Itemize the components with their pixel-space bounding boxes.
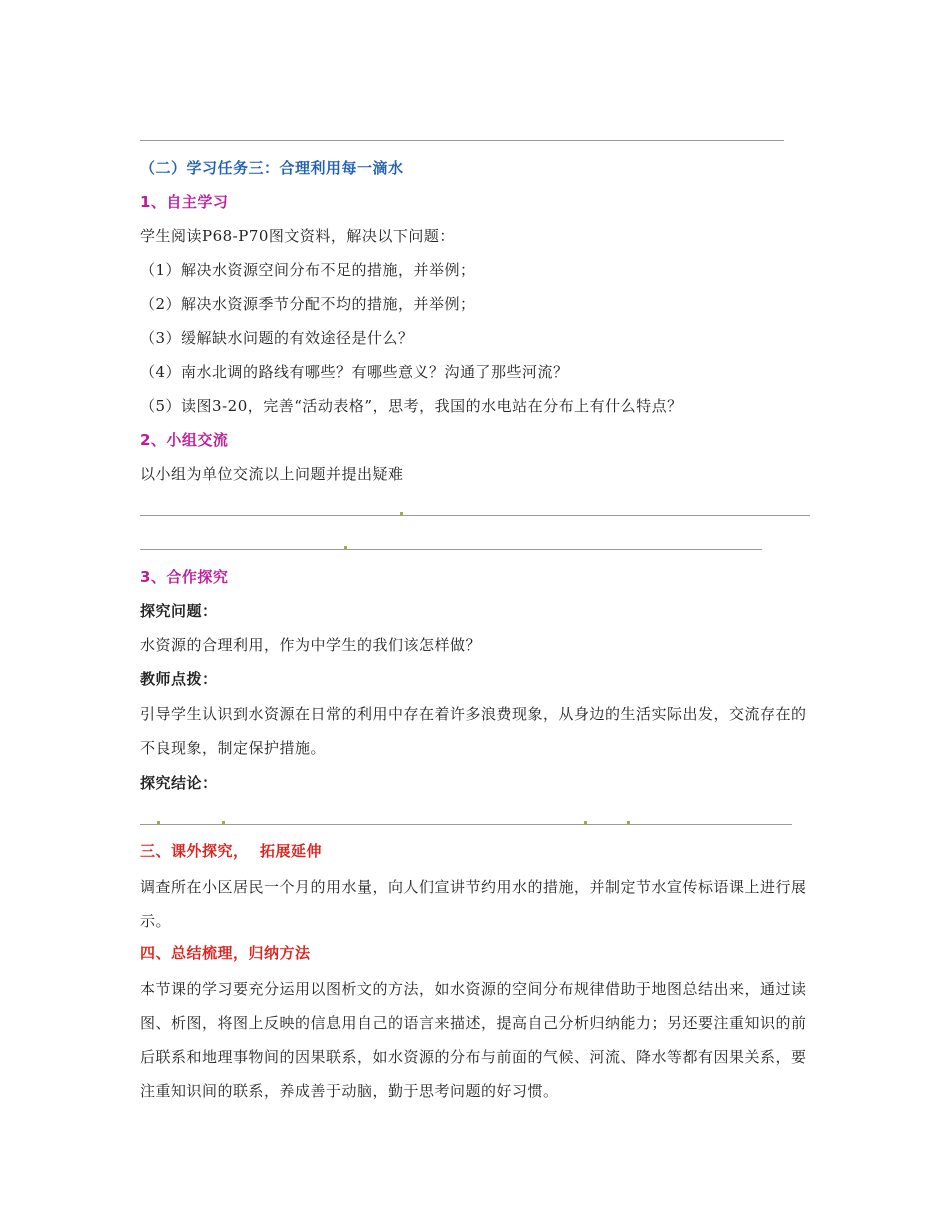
line-marker <box>344 546 347 549</box>
question-3: （3）缓解缺水问题的有效途径是什么？ <box>140 329 414 347</box>
answer-line-1 <box>140 515 810 516</box>
conclusion-line <box>140 824 792 825</box>
part1-heading: 1、自主学习 <box>140 193 229 211</box>
line-marker <box>584 821 587 824</box>
question-4: （4）南水北调的路线有哪些？有哪些意义？沟通了那些河流？ <box>140 363 569 381</box>
line-marker <box>400 512 403 515</box>
answer-line-2 <box>140 549 762 550</box>
question-label: 探究问题： <box>140 602 218 620</box>
question-2: （2）解决水资源季节分配不均的措施，并举例； <box>140 295 476 313</box>
part2-text: 以小组为单位交流以上问题并提出疑难 <box>140 465 404 483</box>
question-5: （5）读图3-20，完善“活动表格”，思考，我国的水电站在分布上有什么特点？ <box>140 397 683 415</box>
section4-heading: 四、总结梳理，归纳方法 <box>140 944 311 962</box>
section4-text: 本节课的学习要充分运用以图析文的方法，如水资源的空间分布规律借助于地图总结出来，通过读图、析图，将图上反映的信息用自己的语言来描述，提高自己分析归纳能力；另还要注重知识的前后联系和地理事物间的因果联系，如水资源的分布与前面的气候、河流、降水等都有因果关系，要注重知识间的联系，养成善于动脑，勤于思考问题的好习惯。 <box>140 980 807 1100</box>
question-text: 水资源的合理利用，作为中学生的我们该怎样做？ <box>140 636 482 654</box>
teacher-text: 引导学生认识到水资源在日常的利用中存在着许多浪费现象，从身边的生活实际出发，交流存在的不良现象，制定保护措施。 <box>140 705 807 757</box>
line-marker <box>627 821 630 824</box>
top-divider <box>140 140 784 141</box>
line-marker <box>157 821 160 824</box>
section3-text: 调查所在小区居民一个月的用水量，向人们宣讲节约用水的措施，并制定节水宣传标语课上进行展示。 <box>140 878 807 930</box>
part3-heading: 3、合作探究 <box>140 568 229 586</box>
part2-heading: 2、小组交流 <box>140 431 229 449</box>
teacher-label: 教师点拨： <box>140 670 218 688</box>
question-1: （1）解决水资源空间分布不足的措施，并举例； <box>140 261 476 279</box>
line-marker <box>222 821 225 824</box>
part1-intro: 学生阅读P68-P70图文资料，解决以下问题： <box>140 227 455 245</box>
section3-heading: 三、课外探究， 拓展延伸 <box>140 842 322 860</box>
section-title: （二）学习任务三：合理利用每一滴水 <box>140 159 404 177</box>
conclusion-label: 探究结论： <box>140 774 218 792</box>
